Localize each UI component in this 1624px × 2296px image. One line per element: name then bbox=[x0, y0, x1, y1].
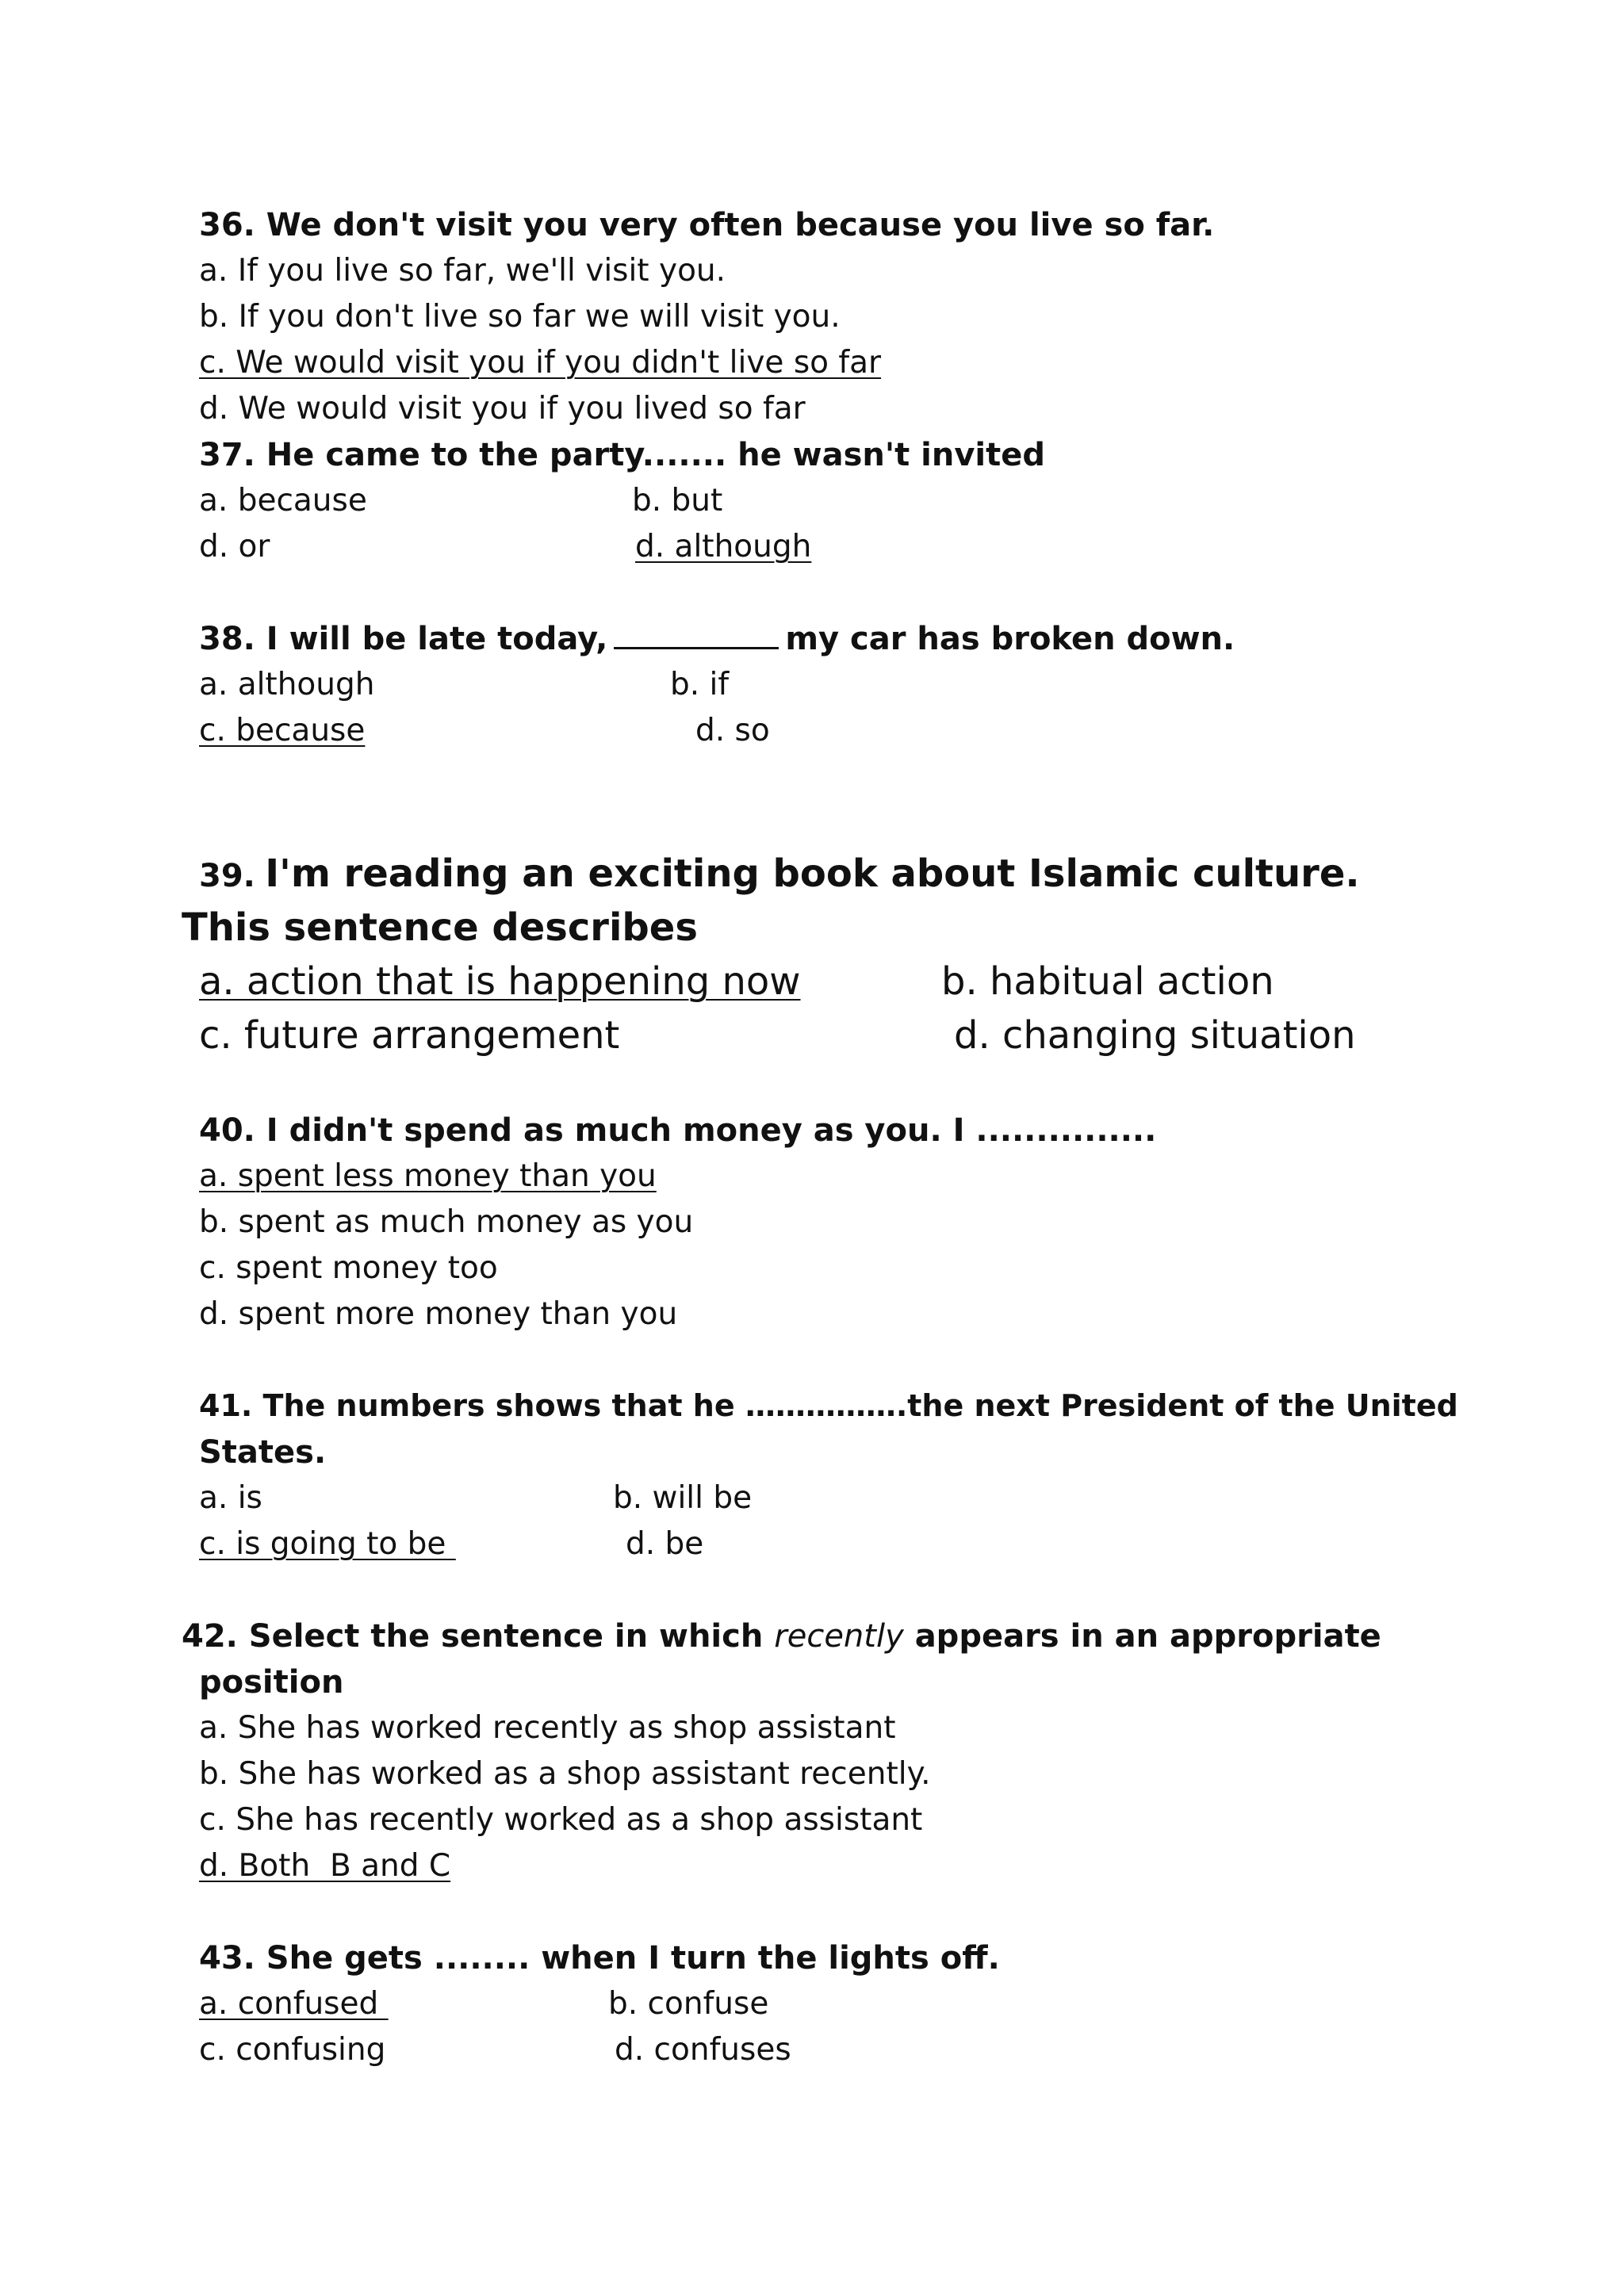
question-43-option-a-answer: a. confused bbox=[199, 1986, 389, 2022]
question-41-option-c-answer: c. is going to be bbox=[199, 1526, 456, 1562]
question-39-option-d: d. changing situation bbox=[954, 1013, 1356, 1058]
question-39-option-b: b. habitual action bbox=[941, 959, 1274, 1004]
question-36-option-a: a. If you live so far, we'll visit you. bbox=[199, 253, 726, 289]
question-40-stem: 40. I didn't spend as much money as you. I ............... bbox=[199, 1112, 1157, 1149]
question-36-stem: 36. We don't visit you very often because you live so far. bbox=[199, 207, 1215, 243]
question-43-option-d: d. confuses bbox=[615, 2032, 791, 2068]
question-39-stem-line2: This sentence describes bbox=[182, 905, 698, 950]
question-37-stem: 37. He came to the party....... he wasn't invited bbox=[199, 437, 1046, 473]
question-42-option-d-answer: d. Both B and C bbox=[199, 1848, 451, 1884]
question-38-option-d: d. so bbox=[695, 713, 770, 748]
question-40-option-a-answer: a. spent less money than you bbox=[199, 1158, 657, 1194]
question-43-stem: 43. She gets ........ when I turn the lights off. bbox=[199, 1940, 1000, 1976]
question-37-option-c: d. or bbox=[199, 529, 270, 564]
question-41-stem-line2: States. bbox=[199, 1434, 327, 1471]
question-39-option-c: c. future arrangement bbox=[199, 1013, 620, 1058]
question-41-option-a: a. is bbox=[199, 1480, 262, 1516]
question-42-stem-start: 42. Select the sentence in which bbox=[182, 1618, 764, 1655]
question-42-option-b: b. She has worked as a shop assistant recently. bbox=[199, 1756, 931, 1792]
answer-blank bbox=[614, 642, 779, 649]
question-41-option-b: b. will be bbox=[613, 1480, 753, 1516]
question-38-option-b: b. if bbox=[670, 667, 730, 702]
question-38-stem-start: 38. I will be late today, bbox=[199, 621, 608, 657]
question-40-option-d: d. spent more money than you bbox=[199, 1296, 678, 1332]
question-40-option-c: c. spent money too bbox=[199, 1250, 498, 1286]
question-39-option-a-answer: a. action that is happening now bbox=[199, 959, 801, 1004]
question-37-option-d-answer: d. although bbox=[635, 529, 812, 564]
question-38-option-c-answer: c. because bbox=[199, 713, 366, 748]
question-42-stem-line2: position bbox=[199, 1664, 344, 1701]
question-38-stem bbox=[199, 623, 1235, 655]
question-38-option-a: a. although bbox=[199, 667, 375, 702]
question-40-option-b: b. spent as much money as you bbox=[199, 1204, 694, 1240]
question-38-stem-end: my car has broken down. bbox=[785, 621, 1235, 657]
question-42-stem-italic: recently bbox=[774, 1618, 904, 1655]
question-36-option-d: d. We would visit you if you lived so far bbox=[199, 391, 806, 427]
question-36-option-b: b. If you don't live so far we will visit you. bbox=[199, 299, 841, 335]
question-42-stem bbox=[182, 1618, 1381, 1655]
question-42-stem-end: appears in an appropriate bbox=[914, 1618, 1381, 1655]
question-41-option-d: d. be bbox=[626, 1526, 704, 1562]
question-43-option-b: b. confuse bbox=[608, 1986, 769, 2022]
question-39-text: I'm reading an exciting book about Islamic culture. bbox=[265, 851, 1360, 896]
question-41-stem: 41. The numbers shows that he …………….the next President of the United bbox=[199, 1388, 1458, 1423]
question-42-option-a: a. She has worked recently as shop assistant bbox=[199, 1710, 896, 1746]
question-36-option-c-answer: c. We would visit you if you didn't live so far bbox=[199, 345, 882, 381]
question-42-option-c: c. She has recently worked as a shop assistant bbox=[199, 1802, 923, 1838]
question-37-option-a: a. because bbox=[199, 483, 367, 519]
question-43-option-c: c. confusing bbox=[199, 2032, 386, 2068]
question-39-stem bbox=[199, 851, 1360, 896]
question-37-option-b: b. but bbox=[632, 483, 723, 519]
question-39-number: 39. bbox=[199, 858, 255, 894]
